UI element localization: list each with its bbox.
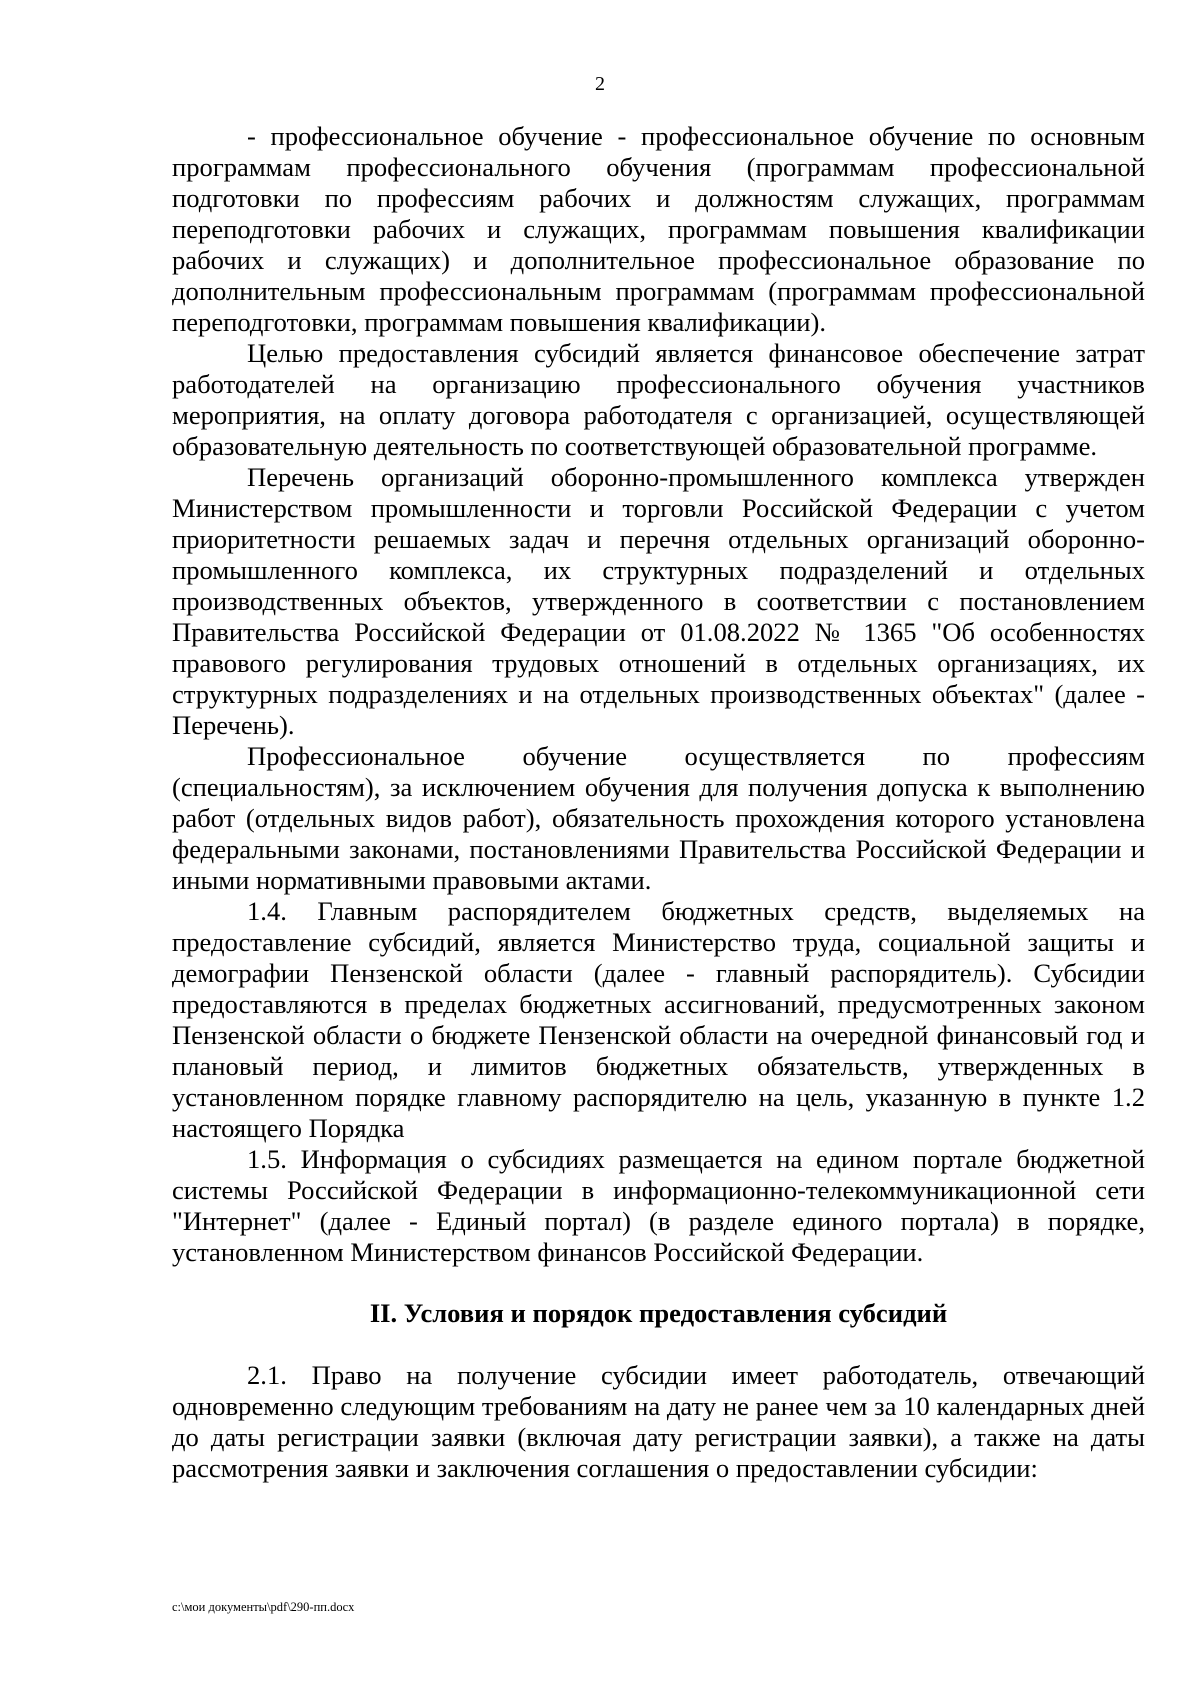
paragraph-subsidy-purpose: Целью предоставления субсидий является финансовое обеспечение затрат работодателей на организацию профессионального обучения участников мероприятия, на оплату договора работодателя с организацией, осуществляющей образовательную деятельность по соответствующей образовательной программе.: [172, 338, 1145, 461]
footer-file-path: c:\мои документы\pdf\290-пп.docx: [172, 1600, 355, 1614]
paragraph-training-professions: Профессиональное обучение осуществляется по профессиям (специальностям), за исключением обучения для получения допуска к выполнению работ (отдельных видов работ), обязательность прохождения которого установлена федеральными законами, постановлениями Правительства Российской Федерации и иными нормативными правовыми актами.: [172, 741, 1145, 895]
paragraph-1-4-budget-manager: 1.4. Главным распорядителем бюджетных средств, выделяемых на предоставление субсидий, является Министерство труда, социальной защиты и демографии Пензенской области (далее - главный распорядитель). Субсидии предоставляются в пределах бюджетных ассигнований, предусмотренных законом Пензенской области о бюджете Пензенской области на очередной финансовый год и плановый период, и лимитов бюджетных обязательств, утвержденных в установленном порядке главному распорядителю на цель, указанную в пункте 1.2 настоящего Порядка: [172, 896, 1145, 1143]
paragraph-2-1-eligibility: 2.1. Право на получение субсидии имеет работодатель, отвечающий одновременно следующим требованиям на дату не ранее чем за 10 календарных дней до даты регистрации заявки (включая дату регистрации заявки), а также на даты рассмотрения заявки и заключения соглашения о предоставлении субсидии:: [172, 1360, 1145, 1483]
paragraph-vocational-training-definition: - профессиональное обучение - профессиональное обучение по основным программам профессионального обучения (программам профессиональной подготовки по профессиям рабочих и должностям служащих, программам переподготовки рабочих и служащих, программам повышения квалификации рабочих и служащих) и дополнительное профессиональное образование по дополнительным профессиональным программам (программам профессиональной переподготовки, программам повышения квалификации).: [172, 121, 1145, 337]
paragraph-defense-organizations-list: Перечень организаций оборонно-промышленного комплекса утвержден Министерством промышленности и торговли Российской Федерации с учетом приоритетности решаемых задач и перечня отдельных организаций оборонно-промышленного комплекса, их структурных подразделений и отдельных производственных объектов, утвержденного в соответствии с постановлением Правительства Российской Федерации от 01.08.2022 № 1365 "Об особенностях правового регулирования трудовых отношений в отдельных организациях, их структурных подразделениях и на отдельных производственных объектах" (далее - Перечень).: [172, 462, 1145, 740]
document-body: [172, 121, 1145, 1484]
page-number: 2: [595, 73, 605, 95]
paragraph-1-5-subsidy-information: 1.5. Информация о субсидиях размещается на едином портале бюджетной системы Российской Федерации в информационно-телекоммуникационной сети "Интернет" (далее - Единый портал) (в разделе единого портала) в порядке, установленном Министерством финансов Российской Федерации.: [172, 1144, 1145, 1267]
section-heading: II. Условия и порядок предоставления субсидий: [369, 1298, 948, 1328]
